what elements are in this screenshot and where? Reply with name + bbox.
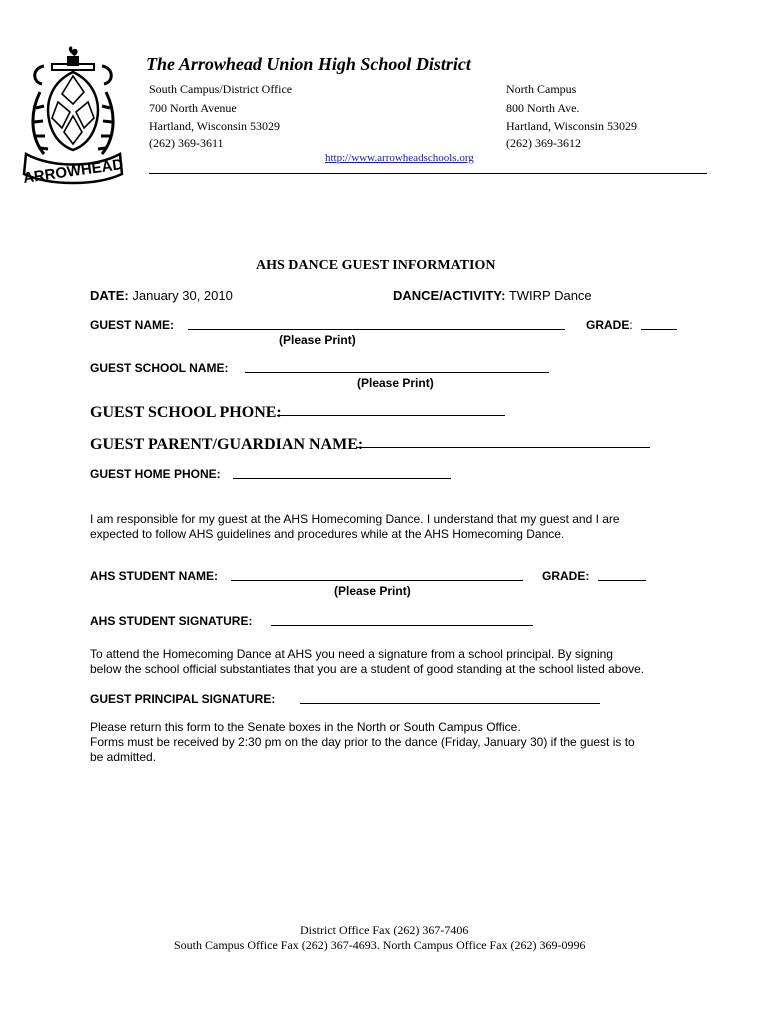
guest-parent-field[interactable] bbox=[356, 436, 650, 448]
guest-school-please-print: (Please Print) bbox=[357, 376, 434, 390]
north-campus-address2: Hartland, Wisconsin 53029 bbox=[506, 119, 637, 133]
guest-school-name-field[interactable] bbox=[245, 361, 549, 373]
date-value: January 30, 2010 bbox=[132, 288, 233, 303]
logo-banner-text: ARROWHEAD bbox=[22, 156, 125, 187]
guest-school-phone-field[interactable] bbox=[277, 404, 505, 416]
grade-label-colon: : bbox=[629, 318, 633, 332]
guest-grade-label bbox=[586, 318, 633, 333]
activity-row bbox=[393, 288, 592, 304]
north-campus-phone: (262) 369-3612 bbox=[506, 136, 581, 150]
south-campus-address2: Hartland, Wisconsin 53029 bbox=[149, 119, 280, 133]
north-campus-name: North Campus bbox=[506, 82, 577, 96]
guest-home-phone-field[interactable] bbox=[233, 467, 451, 479]
return-line-1: Please return this form to the Senate boxes in the North or South Campus Office. bbox=[90, 720, 521, 734]
return-line-3: be admitted. bbox=[90, 750, 157, 764]
return-line-2: Forms must be received by 2:30 pm on the day prior to the dance (Friday, January 30) if the guest is to bbox=[90, 735, 635, 749]
header-divider bbox=[149, 173, 707, 174]
guest-grade-field[interactable] bbox=[641, 318, 677, 330]
guest-name-label: GUEST NAME: bbox=[90, 318, 174, 332]
footer-line-1: District Office Fax (262) 367-7406 bbox=[300, 923, 469, 937]
guest-school-name-label: GUEST SCHOOL NAME: bbox=[90, 361, 229, 375]
form-title: AHS DANCE GUEST INFORMATION bbox=[256, 258, 496, 273]
principal-line-1: To attend the Homecoming Dance at AHS you need a signature from a school principal. By signing bbox=[90, 647, 613, 661]
student-grade-label: GRADE: bbox=[542, 569, 590, 583]
student-signature-field[interactable] bbox=[271, 614, 533, 626]
south-campus-phone: (262) 369-3611 bbox=[149, 136, 224, 150]
student-grade-field[interactable] bbox=[598, 569, 646, 581]
north-campus-address1: 800 North Ave. bbox=[506, 101, 580, 115]
student-name-please-print: (Please Print) bbox=[334, 584, 411, 598]
south-campus-address1: 700 North Avenue bbox=[149, 101, 237, 115]
principal-line-2: below the school official substantiates that you are a student of good standing at the school listed above. bbox=[90, 662, 645, 676]
activity-value: TWIRP Dance bbox=[508, 288, 592, 303]
website-link[interactable]: http://www.arrowheadschools.org bbox=[325, 152, 474, 164]
student-name-field[interactable] bbox=[231, 569, 523, 581]
principal-signature-field[interactable] bbox=[300, 692, 600, 704]
guest-parent-label: GUEST PARENT/GUARDIAN NAME: bbox=[90, 436, 364, 453]
guest-home-phone-label: GUEST HOME PHONE: bbox=[90, 467, 221, 481]
responsibility-line-1: I am responsible for my guest at the AHS Homecoming Dance. I understand that my guest and I are bbox=[90, 512, 620, 526]
activity-label: DANCE/ACTIVITY: bbox=[393, 288, 506, 303]
student-name-label: AHS STUDENT NAME: bbox=[90, 569, 218, 583]
date-row bbox=[90, 288, 233, 304]
footer-line-2: South Campus Office Fax (262) 367-4693. North Campus Office Fax (262) 369-0996 bbox=[174, 938, 586, 952]
date-label: DATE: bbox=[90, 288, 129, 303]
arrowhead-logo bbox=[22, 42, 132, 190]
grade-label-text: GRADE bbox=[586, 318, 630, 332]
student-signature-label: AHS STUDENT SIGNATURE: bbox=[90, 614, 253, 628]
guest-school-phone-label: GUEST SCHOOL PHONE: bbox=[90, 404, 282, 421]
principal-signature-label: GUEST PRINCIPAL SIGNATURE: bbox=[90, 692, 276, 706]
arrowhead-crest-icon bbox=[22, 42, 132, 190]
district-title: The Arrowhead Union High School District bbox=[146, 54, 471, 74]
guest-name-please-print: (Please Print) bbox=[279, 333, 356, 347]
south-campus-name: South Campus/District Office bbox=[149, 82, 293, 96]
guest-name-field[interactable] bbox=[188, 318, 565, 330]
responsibility-line-2: expected to follow AHS guidelines and procedures while at the AHS Homecoming Dance. bbox=[90, 527, 565, 541]
